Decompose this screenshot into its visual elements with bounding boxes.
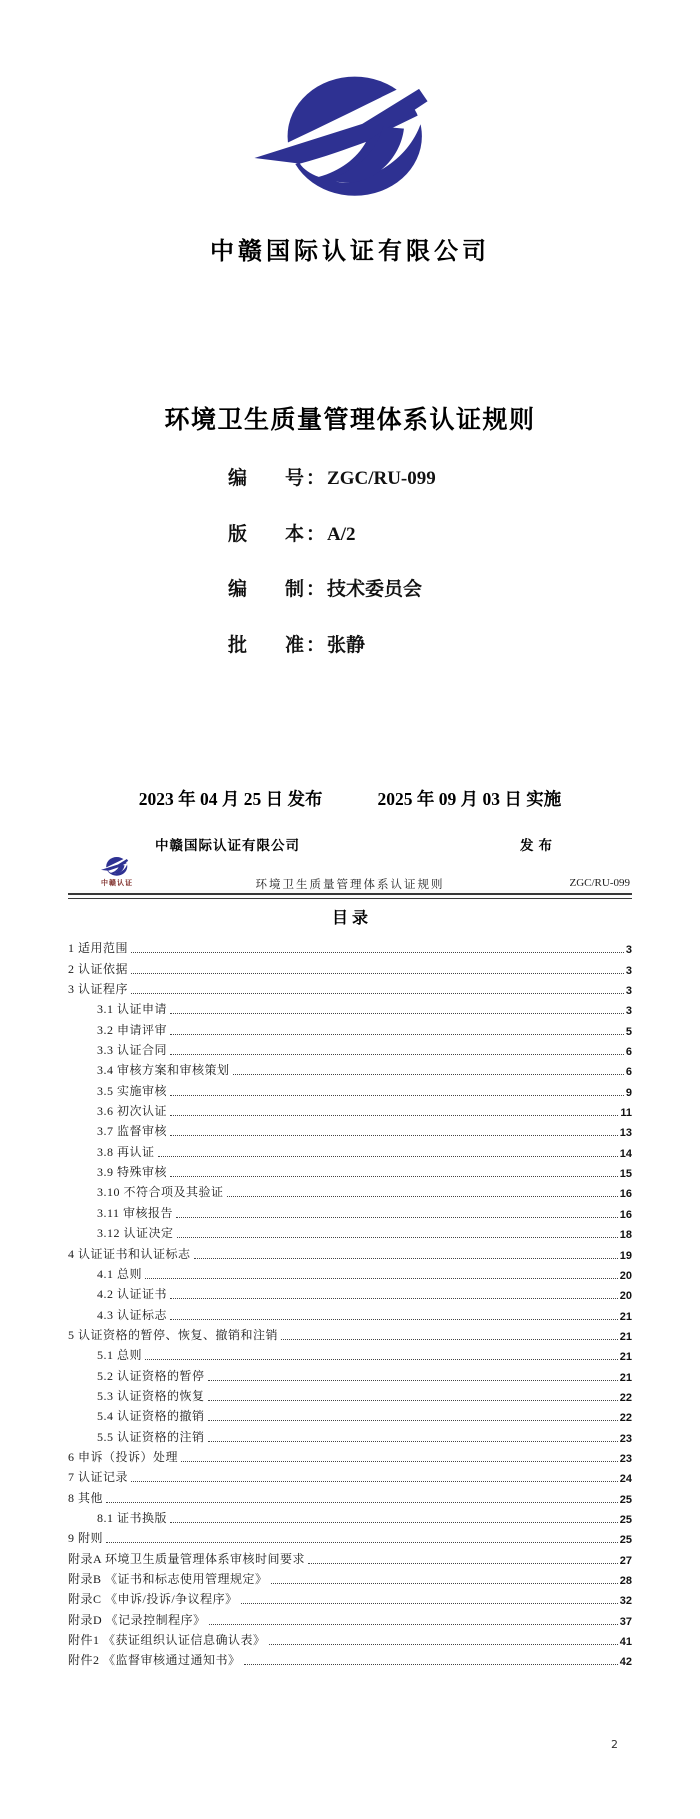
header-doc-code: ZGC/RU-099 — [569, 877, 630, 889]
toc-page-number: 27 — [619, 1554, 632, 1567]
toc-dot-leader — [208, 1380, 618, 1381]
toc-entry-label: 3.12 认证决定 — [97, 1226, 174, 1241]
toc-dot-leader — [145, 1359, 618, 1360]
toc-dot-leader — [106, 1542, 618, 1543]
toc-entry-label: 附录C 《申诉/投诉/争议程序》 — [68, 1592, 238, 1607]
toc-dot-leader — [233, 1074, 624, 1075]
toc-dot-leader — [208, 1400, 618, 1401]
toc-row[interactable] — [68, 1546, 632, 1566]
company-name: 中赣国际认证有限公司 — [210, 239, 490, 265]
toc-entry-label: 4.1 总则 — [97, 1266, 143, 1281]
toc-row[interactable] — [68, 1567, 632, 1587]
toc-entry-label: 3.10 不符合项及其验证 — [97, 1185, 224, 1200]
field-colon: ： — [306, 523, 326, 545]
toc-row[interactable] — [68, 1078, 632, 1098]
toc-page-number: 28 — [619, 1575, 632, 1587]
toc-dot-leader — [131, 952, 624, 953]
toc-entry-label: 3.9 特殊审核 — [97, 1165, 168, 1180]
toc-dot-leader — [131, 993, 624, 994]
toc-page-number: 14 — [619, 1147, 632, 1160]
toc-row[interactable] — [68, 1607, 632, 1627]
toc-page-number: 25 — [619, 1513, 632, 1526]
toc-dot-leader — [244, 1664, 618, 1665]
toc-page-number: 22 — [619, 1391, 632, 1404]
field-value: 张静 — [327, 634, 366, 656]
toc-page-number: 25 — [619, 1493, 632, 1506]
toc-row[interactable] — [68, 977, 632, 997]
toc-dot-leader — [170, 1034, 624, 1035]
toc-row[interactable] — [68, 956, 632, 976]
toc-page-number: 22 — [619, 1412, 632, 1425]
toc-row[interactable] — [68, 1180, 632, 1200]
toc-dot-leader — [131, 973, 624, 974]
toc-dot-leader — [271, 1583, 618, 1584]
toc-dot-leader — [158, 1156, 618, 1157]
toc-dot-leader — [208, 1441, 618, 1442]
field-value: ZGC/RU-099 — [327, 468, 436, 489]
toc-page-number: 21 — [619, 1330, 632, 1343]
field-label: 编 制 — [228, 579, 305, 600]
toc-page-number: 9 — [625, 1086, 632, 1099]
toc-entry-label: 5.3 认证资格的恢复 — [97, 1388, 205, 1403]
toc-row[interactable] — [68, 1648, 632, 1668]
toc-entry-label: 5 认证资格的暂停、恢复、撤销和注销 — [68, 1327, 279, 1342]
toc-row[interactable] — [68, 1424, 632, 1444]
publish-label: 发布 — [520, 838, 557, 853]
toc-page-number: 3 — [625, 944, 632, 957]
toc-entry-label: 3.8 再认证 — [97, 1144, 155, 1159]
toc-page-number: 25 — [619, 1534, 632, 1547]
toc-entry-label: 4.2 认证证书 — [97, 1287, 168, 1302]
toc-page-number: 23 — [619, 1452, 632, 1465]
cover-field-row — [228, 630, 436, 656]
toc-dot-leader — [145, 1278, 618, 1279]
toc-dot-leader — [170, 1013, 624, 1014]
toc-page-number: 18 — [619, 1229, 632, 1242]
toc-row[interactable] — [68, 1526, 632, 1546]
toc-entry-label: 9 附则 — [68, 1531, 104, 1546]
field-colon: ： — [306, 468, 326, 489]
toc-row[interactable] — [68, 1506, 632, 1526]
toc-row[interactable] — [68, 936, 632, 956]
toc-row[interactable] — [68, 1485, 632, 1505]
toc-page-number: 21 — [619, 1351, 632, 1364]
toc-dot-leader — [131, 1481, 618, 1482]
toc-page-number: 16 — [619, 1208, 632, 1221]
field-label: 编 号 — [228, 468, 305, 489]
toc-dot-leader — [194, 1258, 618, 1259]
field-label: 版 本 — [228, 523, 305, 545]
toc-row[interactable] — [68, 1404, 632, 1424]
toc-page-number: 24 — [619, 1473, 632, 1486]
implement-date: 2025 年 09 月 03 日 实施 — [377, 789, 562, 809]
toc-entry-label: 3.4 审核方案和审核策划 — [97, 1063, 230, 1078]
toc-entry-label: 4 认证证书和认证标志 — [68, 1246, 191, 1261]
field-value: A/2 — [327, 523, 356, 545]
toc-page-number: 3 — [625, 964, 632, 977]
toc-dot-leader — [170, 1298, 618, 1299]
toc-row[interactable] — [68, 1587, 632, 1607]
toc-page-number: 16 — [619, 1188, 632, 1201]
toc-entry-label: 4.3 认证标志 — [97, 1307, 168, 1322]
toc-dot-leader — [177, 1237, 618, 1238]
document-title: 环境卫生质量管理体系认证规则 — [164, 407, 536, 434]
toc-dot-leader — [208, 1420, 618, 1421]
toc-entry-label: 3.7 监督审核 — [97, 1124, 168, 1139]
toc-row[interactable] — [68, 1465, 632, 1485]
toc-dot-leader — [170, 1054, 624, 1055]
publisher-company: 中赣国际认证有限公司 — [155, 838, 300, 853]
field-label: 批 准 — [228, 634, 305, 656]
toc-page-number: 21 — [619, 1371, 632, 1384]
toc-row[interactable] — [68, 1099, 632, 1119]
toc-title: 目 录 — [331, 910, 368, 927]
toc-entry-label: 5.1 总则 — [97, 1348, 143, 1363]
toc-dot-leader — [176, 1217, 618, 1218]
toc-row[interactable] — [68, 1628, 632, 1648]
toc-row[interactable] — [68, 1323, 632, 1343]
toc-page-number: 11 — [620, 1107, 632, 1120]
toc-row[interactable] — [68, 1445, 632, 1465]
toc-row[interactable] — [68, 1343, 632, 1363]
toc-page-number: 3 — [625, 985, 632, 998]
page-number: 2 — [611, 1738, 618, 1751]
toc-page-number: 13 — [619, 1127, 632, 1140]
toc-row[interactable] — [68, 997, 632, 1017]
cover-field-row — [228, 574, 436, 600]
header-divider — [68, 893, 632, 899]
toc-dot-leader — [170, 1135, 618, 1136]
toc-page-number: 5 — [625, 1025, 632, 1038]
toc-entry-label: 附录B 《证书和标志使用管理规定》 — [68, 1572, 268, 1586]
toc-dot-leader — [170, 1522, 618, 1523]
field-value: 技术委员会 — [327, 579, 423, 600]
cover-metadata-fields — [228, 463, 436, 685]
toc-page-number: 6 — [625, 1066, 632, 1079]
toc-entry-label: 3.6 初次认证 — [97, 1104, 168, 1119]
toc-entry-label: 3.5 实施审核 — [97, 1083, 168, 1098]
toc-row[interactable] — [68, 1384, 632, 1404]
toc-entry-label: 8 其他 — [68, 1490, 104, 1505]
release-date: 2023 年 04 月 25 日 发布 — [138, 789, 323, 809]
toc-entry-label: 1 适用范围 — [68, 941, 129, 956]
toc-entry-label: 5.2 认证资格的暂停 — [97, 1368, 205, 1383]
toc-dot-leader — [209, 1624, 618, 1625]
toc-row[interactable] — [68, 1262, 632, 1282]
toc-page-number: 42 — [619, 1656, 632, 1669]
toc-dot-leader — [170, 1095, 624, 1096]
toc-row[interactable] — [68, 1017, 632, 1037]
toc-row[interactable] — [68, 1302, 632, 1322]
publisher-line — [0, 834, 700, 852]
toc-entry-label: 附录A 环境卫生质量管理体系审核时间要求 — [68, 1551, 306, 1566]
toc-row[interactable] — [68, 1139, 632, 1159]
toc-page-number: 21 — [619, 1310, 632, 1323]
toc-dot-leader — [170, 1115, 618, 1116]
toc-entry-label: 3.3 认证合同 — [97, 1043, 168, 1058]
toc-row[interactable] — [68, 1119, 632, 1139]
toc-row[interactable] — [68, 1221, 632, 1241]
toc-dot-leader — [227, 1196, 618, 1197]
cover-field-row — [228, 519, 436, 545]
toc-list — [68, 936, 632, 1668]
toc-entry-label: 3 认证程序 — [68, 982, 129, 997]
toc-entry-label: 2 认证依据 — [68, 961, 129, 976]
toc-dot-leader — [269, 1644, 618, 1645]
header-logo-icon — [96, 856, 136, 878]
toc-page-number: 23 — [619, 1432, 632, 1445]
toc-dot-leader — [241, 1603, 618, 1604]
toc-entry-label: 6 申诉（投诉）处理 — [68, 1449, 179, 1464]
toc-dot-leader — [170, 1319, 618, 1320]
toc-entry-label: 附录D 《记录控制程序》 — [68, 1612, 206, 1627]
toc-entry-label: 7 认证记录 — [68, 1470, 129, 1485]
page2-header — [68, 852, 632, 898]
toc-dot-leader — [181, 1461, 618, 1462]
toc-page-number: 20 — [619, 1269, 632, 1282]
toc-page-number: 41 — [619, 1636, 632, 1649]
toc-row[interactable] — [68, 1058, 632, 1078]
toc-row[interactable] — [68, 1038, 632, 1058]
toc-dot-leader — [106, 1502, 618, 1503]
toc-entry-label: 3.2 申请评审 — [97, 1022, 168, 1037]
toc-row[interactable] — [68, 1363, 632, 1383]
cover-field-row — [228, 463, 436, 489]
company-logo-icon — [244, 70, 456, 210]
toc-page-number: 15 — [619, 1168, 632, 1181]
toc-entry-label: 8.1 证书换版 — [97, 1510, 168, 1525]
toc-dot-leader — [281, 1339, 618, 1340]
toc-entry-label: 5.4 认证资格的撤销 — [97, 1409, 205, 1424]
toc-entry-label: 5.5 认证资格的注销 — [97, 1429, 205, 1444]
field-colon: ： — [306, 634, 326, 656]
toc-entry-label: 3.11 审核报告 — [97, 1205, 174, 1220]
toc-row[interactable] — [68, 1200, 632, 1220]
toc-row[interactable] — [68, 1160, 632, 1180]
toc-dot-leader — [170, 1176, 618, 1177]
toc-page-number: 6 — [625, 1046, 632, 1059]
toc-dot-leader — [308, 1563, 618, 1564]
toc-entry-label: 附件1 《获证组织认证信息确认表》 — [68, 1633, 266, 1648]
date-line — [0, 786, 700, 811]
toc-entry-label: 附件2 《监督审核通过通知书》 — [68, 1653, 241, 1668]
toc-row[interactable] — [68, 1282, 632, 1302]
toc-page-number: 32 — [619, 1595, 632, 1608]
toc-entry-label: 3.1 认证申请 — [97, 1002, 168, 1017]
toc-row[interactable] — [68, 1241, 632, 1261]
toc-page-number: 3 — [625, 1005, 632, 1018]
toc-page-number: 19 — [619, 1249, 632, 1262]
header-logo-caption: 中赣认证 — [101, 879, 133, 887]
toc-page-number: 20 — [619, 1290, 632, 1303]
toc-page-number: 37 — [619, 1615, 632, 1628]
header-document-title: 环境卫生质量管理体系认证规则 — [255, 879, 445, 891]
field-colon: ： — [306, 579, 326, 600]
